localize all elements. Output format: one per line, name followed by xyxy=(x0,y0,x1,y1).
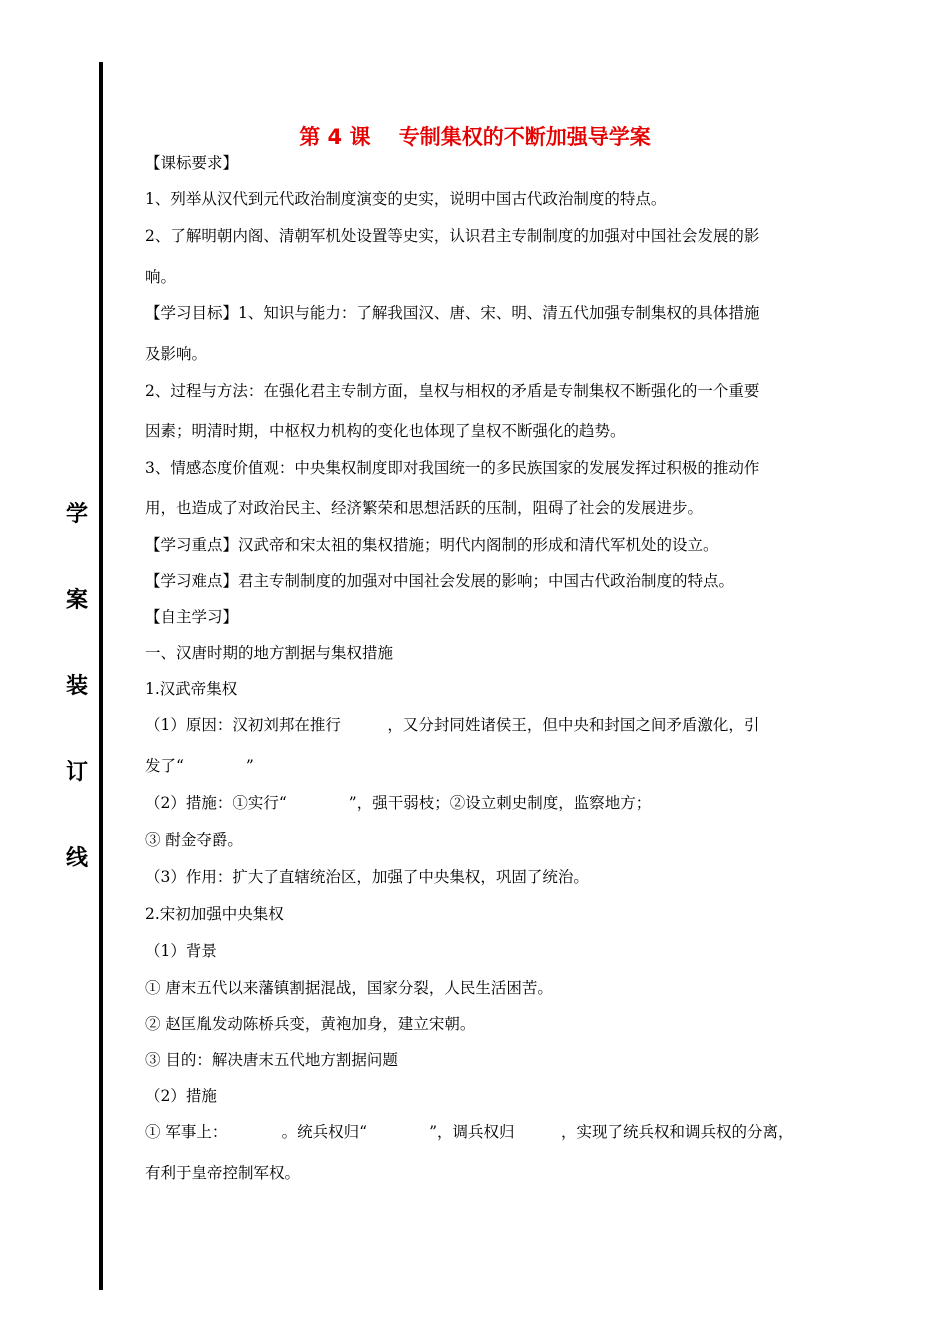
binding-char: 学 xyxy=(65,502,88,527)
binding-char: 订 xyxy=(65,760,88,785)
text-line: 2.宋初加强中央集权 xyxy=(145,905,284,923)
text-line: 1.汉武帝集权 xyxy=(145,680,238,698)
text-line: 2、了解明朝内阁、清朝军机处设置等史实，认识君主专制制度的加强对中国社会发展的影 xyxy=(145,227,760,245)
text-line: 【学习重点】汉武帝和宋太祖的集权措施；明代内阁制的形成和清代军机处的设立。 xyxy=(145,536,719,554)
text-line: （1）原因：汉初刘邦在推行 ，又分封同姓诸侯王，但中央和封国之间矛盾激化，引 xyxy=(145,716,760,734)
binding-char: 案 xyxy=(65,588,88,613)
text-line: （2）措施 xyxy=(145,1087,217,1105)
text-line: 1、列举从汉代到元代政治制度演变的史实，说明中国古代政治制度的特点。 xyxy=(145,190,667,208)
binding-line xyxy=(99,62,103,1290)
section-heading: 【自主学习】 xyxy=(145,608,239,626)
text-line: 一、汉唐时期的地方割据与集权措施 xyxy=(145,644,394,662)
text-line: ③ 目的：解决唐末五代地方割据问题 xyxy=(145,1051,398,1069)
text-line: 2、过程与方法：在强化君主专制方面，皇权与相权的矛盾是专制集权不断强化的一个重要 xyxy=(145,382,760,400)
text-line: ① 唐末五代以来藩镇割据混战，国家分裂，人民生活困苦。 xyxy=(145,979,553,997)
text-line: （3）作用：扩大了直辖统治区，加强了中央集权，巩固了统治。 xyxy=(145,868,589,886)
text-line: 发了“ ” xyxy=(145,757,254,775)
text-line: 有利于皇帝控制军权。 xyxy=(145,1164,301,1182)
text-line: 【学习难点】君主专制制度的加强对中国社会发展的影响；中国古代政治制度的特点。 xyxy=(145,572,735,590)
binding-label xyxy=(62,500,92,874)
section-heading: 【课标要求】 xyxy=(145,154,239,172)
text-line: 及影响。 xyxy=(145,345,208,363)
text-line: 【学习目标】1、知识与能力：了解我国汉、唐、宋、明、清五代加强专制集权的具体措施 xyxy=(145,304,760,322)
text-line: 因素；明清时期，中枢权力机构的变化也体现了皇权不断强化的趋势。 xyxy=(145,422,626,440)
text-line: （1）背景 xyxy=(145,942,217,960)
text-line: ② 赵匡胤发动陈桥兵变，黄袍加身，建立宋朝。 xyxy=(145,1015,476,1033)
binding-char: 装 xyxy=(65,674,88,699)
text-line: ③ 酎金夺爵。 xyxy=(145,831,243,849)
page-title: 第 4 课 专制集权的不断加强导学案 xyxy=(299,125,651,149)
binding-char: 线 xyxy=(65,846,88,871)
text-line: （2）措施：①实行“ ”，强干弱枝；②设立刺史制度，监察地方； xyxy=(145,794,652,812)
text-line: 响。 xyxy=(145,268,177,286)
text-line: 用，也造成了对政治民主、经济繁荣和思想活跃的压制，阻碍了社会的发展进步。 xyxy=(145,499,704,517)
text-line: 3、情感态度价值观：中央集权制度即对我国统一的多民族国家的发展发挥过积极的推动作 xyxy=(145,459,760,477)
text-line: ① 军事上： 。统兵权归“ ”，调兵权归 ，实现了统兵权和调兵权的分离， xyxy=(145,1123,794,1141)
